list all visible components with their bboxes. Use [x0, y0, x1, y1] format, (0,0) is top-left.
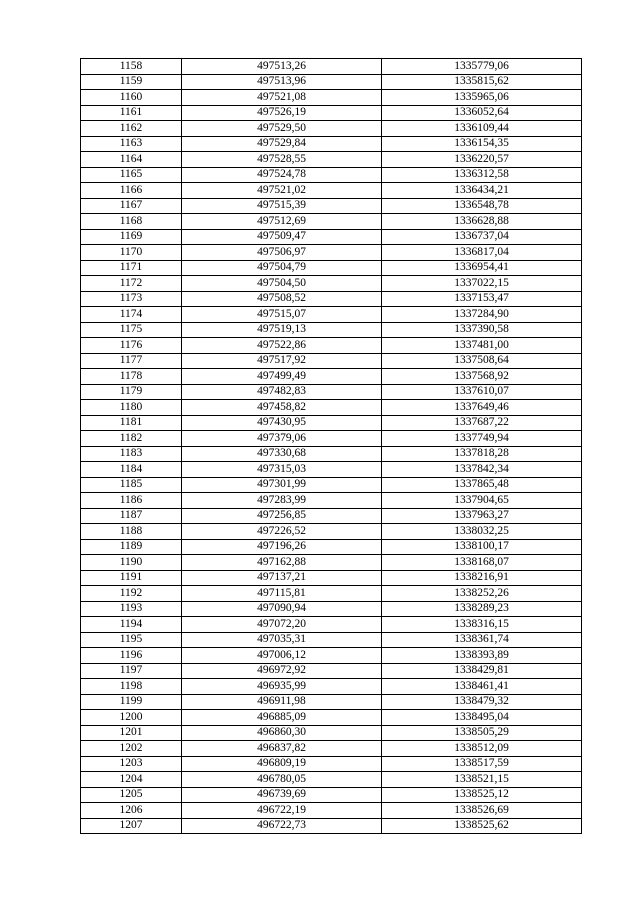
point-number-cell: 1199	[81, 694, 182, 710]
point-number-cell: 1181	[81, 415, 182, 431]
table-row	[81, 694, 582, 710]
y-coordinate-cell: 1336817,04	[382, 245, 582, 261]
table-row	[81, 446, 582, 462]
table-row	[81, 555, 582, 571]
point-number-cell: 1170	[81, 245, 182, 261]
y-coordinate-cell: 1337818,28	[382, 446, 582, 462]
y-coordinate-cell: 1338525,12	[382, 787, 582, 803]
point-number-cell: 1188	[81, 524, 182, 540]
table-row	[81, 353, 582, 369]
x-coordinate-cell: 497513,26	[182, 59, 382, 75]
table-row	[81, 400, 582, 416]
y-coordinate-cell: 1336434,21	[382, 183, 582, 199]
x-coordinate-cell: 497430,95	[182, 415, 382, 431]
y-coordinate-cell: 1335779,06	[382, 59, 582, 75]
x-coordinate-cell: 497482,83	[182, 384, 382, 400]
y-coordinate-cell: 1338461,41	[382, 679, 582, 695]
y-coordinate-cell: 1336312,58	[382, 167, 582, 183]
y-coordinate-cell: 1338495,04	[382, 710, 582, 726]
y-coordinate-cell: 1337749,94	[382, 431, 582, 447]
x-coordinate-cell: 497256,85	[182, 508, 382, 524]
y-coordinate-cell: 1337865,48	[382, 477, 582, 493]
x-coordinate-cell: 497499,49	[182, 369, 382, 385]
table-row	[81, 322, 582, 338]
point-number-cell: 1180	[81, 400, 182, 416]
x-coordinate-cell: 497522,86	[182, 338, 382, 354]
table-row	[81, 710, 582, 726]
y-coordinate-cell: 1337481,00	[382, 338, 582, 354]
point-number-cell: 1189	[81, 539, 182, 555]
point-number-cell: 1195	[81, 632, 182, 648]
table-row	[81, 648, 582, 664]
table-row	[81, 508, 582, 524]
table-row	[81, 818, 582, 834]
point-number-cell: 1201	[81, 725, 182, 741]
x-coordinate-cell: 497315,03	[182, 462, 382, 478]
point-number-cell: 1169	[81, 229, 182, 245]
y-coordinate-cell: 1337022,15	[382, 276, 582, 292]
table-row	[81, 136, 582, 152]
x-coordinate-cell: 497090,94	[182, 601, 382, 617]
x-coordinate-cell: 497458,82	[182, 400, 382, 416]
table-row	[81, 679, 582, 695]
point-number-cell: 1162	[81, 121, 182, 137]
y-coordinate-cell: 1338429,81	[382, 663, 582, 679]
point-number-cell: 1200	[81, 710, 182, 726]
x-coordinate-cell: 497115,81	[182, 586, 382, 602]
point-number-cell: 1174	[81, 307, 182, 323]
x-coordinate-cell: 497521,08	[182, 90, 382, 106]
x-coordinate-cell: 496739,69	[182, 787, 382, 803]
x-coordinate-cell: 497515,07	[182, 307, 382, 323]
x-coordinate-cell: 496809,19	[182, 756, 382, 772]
y-coordinate-cell: 1338393,89	[382, 648, 582, 664]
x-coordinate-cell: 497162,88	[182, 555, 382, 571]
x-coordinate-cell: 497035,31	[182, 632, 382, 648]
x-coordinate-cell: 497529,84	[182, 136, 382, 152]
y-coordinate-cell: 1337508,64	[382, 353, 582, 369]
y-coordinate-cell: 1338525,62	[382, 818, 582, 834]
x-coordinate-cell: 497512,69	[182, 214, 382, 230]
table-row	[81, 741, 582, 757]
y-coordinate-cell: 1335815,62	[382, 74, 582, 90]
point-number-cell: 1205	[81, 787, 182, 803]
point-number-cell: 1196	[81, 648, 182, 664]
point-number-cell: 1164	[81, 152, 182, 168]
y-coordinate-cell: 1337649,46	[382, 400, 582, 416]
point-number-cell: 1185	[81, 477, 182, 493]
table-row	[81, 586, 582, 602]
table-row	[81, 431, 582, 447]
y-coordinate-cell: 1338032,25	[382, 524, 582, 540]
table-row	[81, 477, 582, 493]
y-coordinate-cell: 1338526,69	[382, 803, 582, 819]
table-row	[81, 601, 582, 617]
table-row	[81, 152, 582, 168]
y-coordinate-cell: 1336109,44	[382, 121, 582, 137]
point-number-cell: 1193	[81, 601, 182, 617]
x-coordinate-cell: 496972,92	[182, 663, 382, 679]
point-number-cell: 1182	[81, 431, 182, 447]
x-coordinate-cell: 496837,82	[182, 741, 382, 757]
x-coordinate-cell: 497330,68	[182, 446, 382, 462]
point-number-cell: 1194	[81, 617, 182, 633]
y-coordinate-cell: 1336220,57	[382, 152, 582, 168]
table-row	[81, 307, 582, 323]
y-coordinate-cell: 1337963,27	[382, 508, 582, 524]
table-row	[81, 229, 582, 245]
point-number-cell: 1204	[81, 772, 182, 788]
y-coordinate-cell: 1338168,07	[382, 555, 582, 571]
table-row	[81, 291, 582, 307]
table-row	[81, 167, 582, 183]
x-coordinate-cell: 497515,39	[182, 198, 382, 214]
x-coordinate-cell: 496780,05	[182, 772, 382, 788]
y-coordinate-cell: 1338289,23	[382, 601, 582, 617]
y-coordinate-cell: 1337842,34	[382, 462, 582, 478]
x-coordinate-cell: 497504,50	[182, 276, 382, 292]
point-number-cell: 1198	[81, 679, 182, 695]
y-coordinate-cell: 1336737,04	[382, 229, 582, 245]
x-coordinate-cell: 497504,79	[182, 260, 382, 276]
y-coordinate-cell: 1336628,88	[382, 214, 582, 230]
table-row	[81, 105, 582, 121]
y-coordinate-cell: 1337568,92	[382, 369, 582, 385]
table-row	[81, 260, 582, 276]
point-number-cell: 1190	[81, 555, 182, 571]
table-row	[81, 772, 582, 788]
point-number-cell: 1192	[81, 586, 182, 602]
table-row	[81, 90, 582, 106]
point-number-cell: 1171	[81, 260, 182, 276]
point-number-cell: 1175	[81, 322, 182, 338]
y-coordinate-cell: 1338512,09	[382, 741, 582, 757]
table-row	[81, 276, 582, 292]
table-row	[81, 338, 582, 354]
x-coordinate-cell: 496885,09	[182, 710, 382, 726]
table-row	[81, 59, 582, 75]
x-coordinate-cell: 496722,73	[182, 818, 382, 834]
x-coordinate-cell: 497529,50	[182, 121, 382, 137]
point-number-cell: 1183	[81, 446, 182, 462]
y-coordinate-cell: 1335965,06	[382, 90, 582, 106]
x-coordinate-cell: 497283,99	[182, 493, 382, 509]
table-row	[81, 539, 582, 555]
table-row	[81, 632, 582, 648]
point-number-cell: 1203	[81, 756, 182, 772]
y-coordinate-cell: 1336548,78	[382, 198, 582, 214]
y-coordinate-cell: 1337687,22	[382, 415, 582, 431]
point-number-cell: 1177	[81, 353, 182, 369]
point-number-cell: 1178	[81, 369, 182, 385]
y-coordinate-cell: 1337153,47	[382, 291, 582, 307]
point-number-cell: 1158	[81, 59, 182, 75]
table-row	[81, 384, 582, 400]
x-coordinate-cell: 497513,96	[182, 74, 382, 90]
y-coordinate-cell: 1337610,07	[382, 384, 582, 400]
table-row	[81, 214, 582, 230]
point-number-cell: 1160	[81, 90, 182, 106]
x-coordinate-cell: 497521,02	[182, 183, 382, 199]
y-coordinate-cell: 1338521,15	[382, 772, 582, 788]
y-coordinate-cell: 1338479,32	[382, 694, 582, 710]
x-coordinate-cell: 497528,55	[182, 152, 382, 168]
y-coordinate-cell: 1338361,74	[382, 632, 582, 648]
point-number-cell: 1206	[81, 803, 182, 819]
table-row	[81, 369, 582, 385]
x-coordinate-cell: 497006,12	[182, 648, 382, 664]
point-number-cell: 1187	[81, 508, 182, 524]
table-row	[81, 183, 582, 199]
x-coordinate-cell: 497137,21	[182, 570, 382, 586]
y-coordinate-cell: 1336954,41	[382, 260, 582, 276]
y-coordinate-cell: 1338216,91	[382, 570, 582, 586]
x-coordinate-cell: 497072,20	[182, 617, 382, 633]
point-number-cell: 1165	[81, 167, 182, 183]
table-row	[81, 524, 582, 540]
point-number-cell: 1161	[81, 105, 182, 121]
point-number-cell: 1202	[81, 741, 182, 757]
y-coordinate-cell: 1338517,59	[382, 756, 582, 772]
point-number-cell: 1191	[81, 570, 182, 586]
y-coordinate-cell: 1337390,58	[382, 322, 582, 338]
y-coordinate-cell: 1337284,90	[382, 307, 582, 323]
point-number-cell: 1184	[81, 462, 182, 478]
coordinate-table-body	[81, 59, 582, 834]
table-row	[81, 725, 582, 741]
table-row	[81, 756, 582, 772]
y-coordinate-cell: 1338316,15	[382, 617, 582, 633]
x-coordinate-cell: 497196,26	[182, 539, 382, 555]
point-number-cell: 1159	[81, 74, 182, 90]
table-row	[81, 415, 582, 431]
point-number-cell: 1186	[81, 493, 182, 509]
point-number-cell: 1176	[81, 338, 182, 354]
y-coordinate-cell: 1336052,64	[382, 105, 582, 121]
table-row	[81, 663, 582, 679]
point-number-cell: 1197	[81, 663, 182, 679]
x-coordinate-cell: 497226,52	[182, 524, 382, 540]
point-number-cell: 1167	[81, 198, 182, 214]
x-coordinate-cell: 497517,92	[182, 353, 382, 369]
point-number-cell: 1163	[81, 136, 182, 152]
x-coordinate-cell: 496722,19	[182, 803, 382, 819]
table-row	[81, 121, 582, 137]
table-row	[81, 617, 582, 633]
y-coordinate-cell: 1336154,35	[382, 136, 582, 152]
table-row	[81, 74, 582, 90]
point-number-cell: 1173	[81, 291, 182, 307]
coordinate-table	[80, 58, 582, 834]
point-number-cell: 1207	[81, 818, 182, 834]
x-coordinate-cell: 497301,99	[182, 477, 382, 493]
table-row	[81, 803, 582, 819]
x-coordinate-cell: 497519,13	[182, 322, 382, 338]
point-number-cell: 1168	[81, 214, 182, 230]
table-row	[81, 462, 582, 478]
x-coordinate-cell: 497524,78	[182, 167, 382, 183]
y-coordinate-cell: 1337904,65	[382, 493, 582, 509]
point-number-cell: 1179	[81, 384, 182, 400]
table-row	[81, 198, 582, 214]
x-coordinate-cell: 496860,30	[182, 725, 382, 741]
x-coordinate-cell: 497506,97	[182, 245, 382, 261]
x-coordinate-cell: 497508,52	[182, 291, 382, 307]
x-coordinate-cell: 497509,47	[182, 229, 382, 245]
table-row	[81, 245, 582, 261]
point-number-cell: 1172	[81, 276, 182, 292]
y-coordinate-cell: 1338100,17	[382, 539, 582, 555]
y-coordinate-cell: 1338252,26	[382, 586, 582, 602]
x-coordinate-cell: 497379,06	[182, 431, 382, 447]
table-row	[81, 493, 582, 509]
point-number-cell: 1166	[81, 183, 182, 199]
table-row	[81, 570, 582, 586]
table-row	[81, 787, 582, 803]
x-coordinate-cell: 497526,19	[182, 105, 382, 121]
x-coordinate-cell: 496911,98	[182, 694, 382, 710]
y-coordinate-cell: 1338505,29	[382, 725, 582, 741]
x-coordinate-cell: 496935,99	[182, 679, 382, 695]
